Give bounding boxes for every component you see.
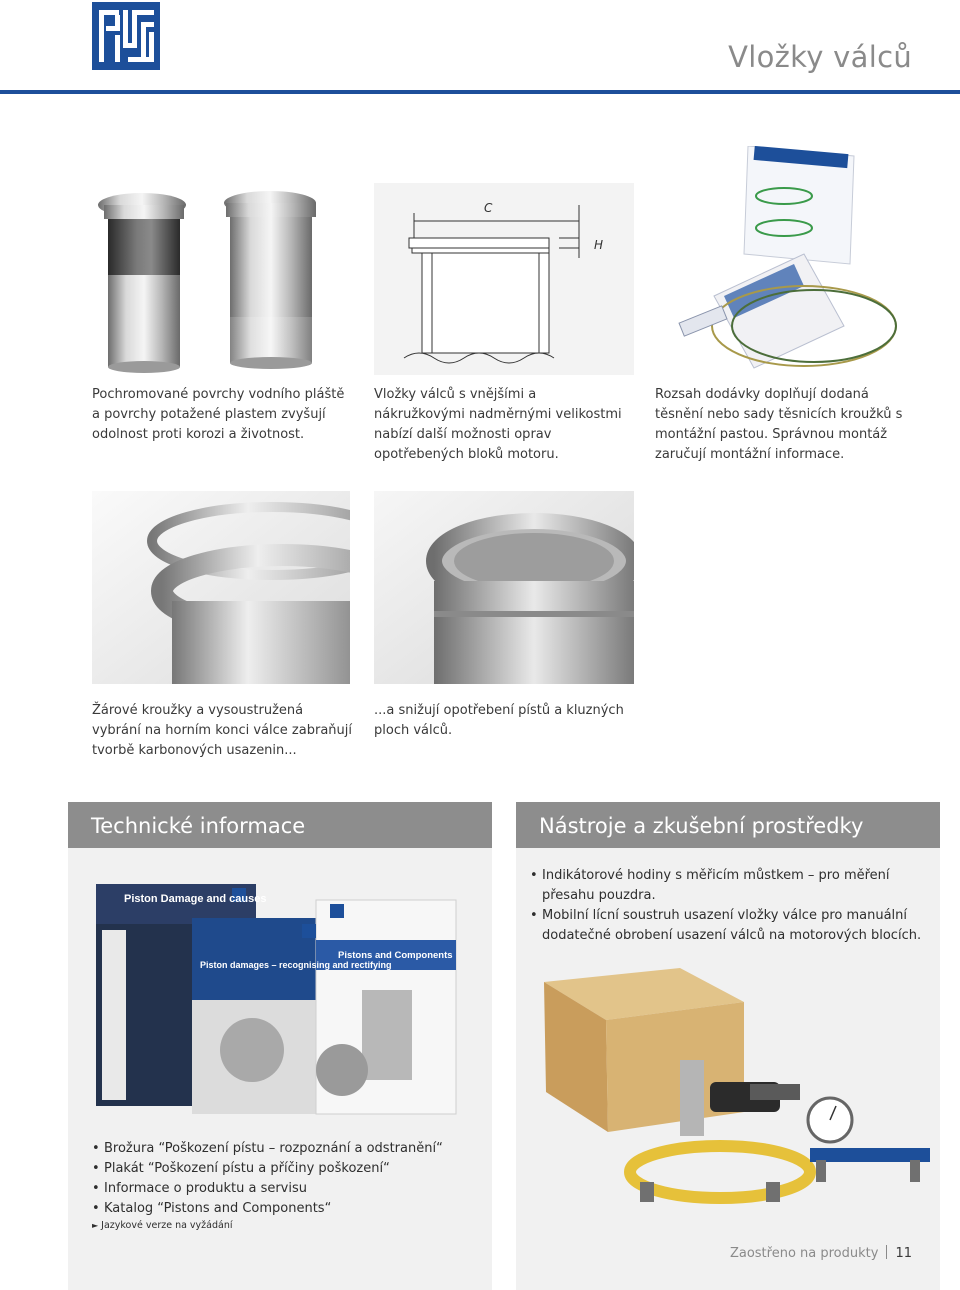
liners-caption: Pochromované povrchy vodního pláště a povrchy potažené plastem zvyšují odolnost proti korozi a životnost. [92, 387, 345, 442]
list-item: • Plakát “Poškození pístu a příčiny poškození“ [92, 1159, 482, 1179]
diagram-caption: Vložky válců s vnějšími a nákružkovými nadměrnými velikostmi nabízí další možnosti oprav opotřebených bloků motoru. [374, 387, 622, 462]
liner-top-photo [374, 491, 634, 684]
tools-photo [530, 962, 930, 1210]
page-number: 11 [895, 1246, 912, 1261]
language-note [92, 1220, 233, 1231]
dimension-label-h: H [594, 238, 604, 252]
tech-info-panel [68, 802, 492, 1290]
tools-panel [516, 802, 940, 1290]
brochures-photo [92, 880, 460, 1118]
arrow-right-icon: ► [92, 1221, 99, 1230]
page-title: Vložky válců [728, 40, 912, 74]
tech-info-heading: Technické informace [68, 802, 492, 848]
list-item: • Indikátorové hodiny s měřicím můstkem – pro měření přesahu pouzdra. [530, 866, 926, 906]
brochure-3-title: Pistons and Components [338, 950, 453, 961]
list-item: • Informace o produktu a servisu [92, 1179, 482, 1199]
seals-caption: Rozsah dodávky doplňují dodaná těsnění nebo sady těsnicích kroužků s montážní pastou. Správnou montáž zaručují montážní informace. [655, 387, 903, 462]
brochure-2-title: Piston damages – recognising and rectifying [200, 960, 392, 970]
wear-caption: ...a snižují opotřebení pístů a kluzných ploch válců. [374, 703, 624, 738]
list-item: • Brožura “Poškození pístu – rozpoznání a odstranění“ [92, 1139, 482, 1159]
cylinder-liners-photo [92, 183, 350, 375]
seal-kit-photo [654, 146, 900, 374]
tools-list [530, 866, 926, 946]
liner-dimension-diagram [374, 183, 634, 375]
ks-logo [92, 2, 160, 70]
list-item: • Katalog “Pistons and Components“ [92, 1199, 482, 1219]
footer-divider [886, 1245, 887, 1259]
tools-heading: Nástroje a zkušební prostředky [516, 802, 940, 848]
fire-ring-caption: Žárové kroužky a vysoustružená vybrání na horním konci válce zabraňují tvorbě karbonových usazenin... [92, 703, 352, 758]
fire-ring-photo [92, 491, 350, 684]
footer-section: Zaostřeno na produkty [729, 1246, 879, 1261]
page-footer [730, 1245, 912, 1261]
tech-info-list [92, 1139, 482, 1219]
dimension-label-c: C [484, 201, 493, 215]
brochure-1-title: Piston Damage and causes [124, 893, 267, 905]
header-rule [0, 90, 960, 94]
language-note-text: Jazykové verze na vyžádání [101, 1220, 233, 1231]
list-item: • Mobilní lícní soustruh usazení vložky válce pro manuální dodatečné obrobení usazení válců na motorových blocích. [530, 906, 926, 946]
